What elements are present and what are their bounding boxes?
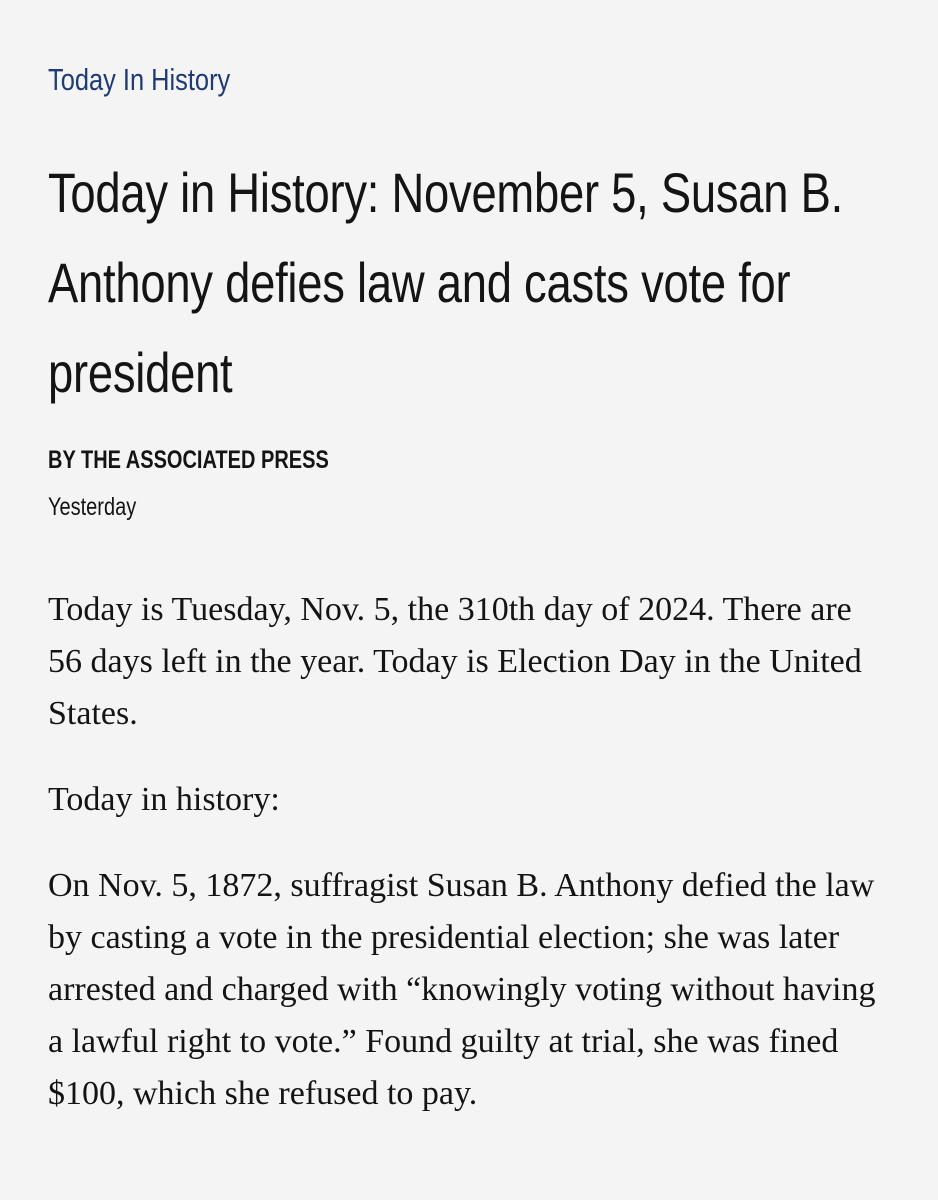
article-headline: Today in History: November 5, Susan B. Anthony defies law and casts vote for president: [48, 161, 844, 404]
category-link[interactable]: Today In History: [48, 62, 231, 97]
byline: BY THE ASSOCIATED PRESS: [48, 446, 329, 474]
body-paragraph: On Nov. 5, 1872, suffragist Susan B. Anthony defied the law by casting a vote in the presidential election; she was later arrested and charged with “knowingly voting without having a lawful right to vote.” Found guilty at trial, she was fined $100, which she refused to pay.: [48, 867, 876, 1112]
publish-timestamp: Yesterday: [48, 493, 137, 521]
body-paragraph: Today in history:: [48, 781, 280, 818]
body-paragraph: Today is Tuesday, Nov. 5, the 310th day of 2024. There are 56 days left in the year. Today is Election Day in the United States.: [48, 591, 862, 732]
article-body: [48, 584, 878, 1154]
